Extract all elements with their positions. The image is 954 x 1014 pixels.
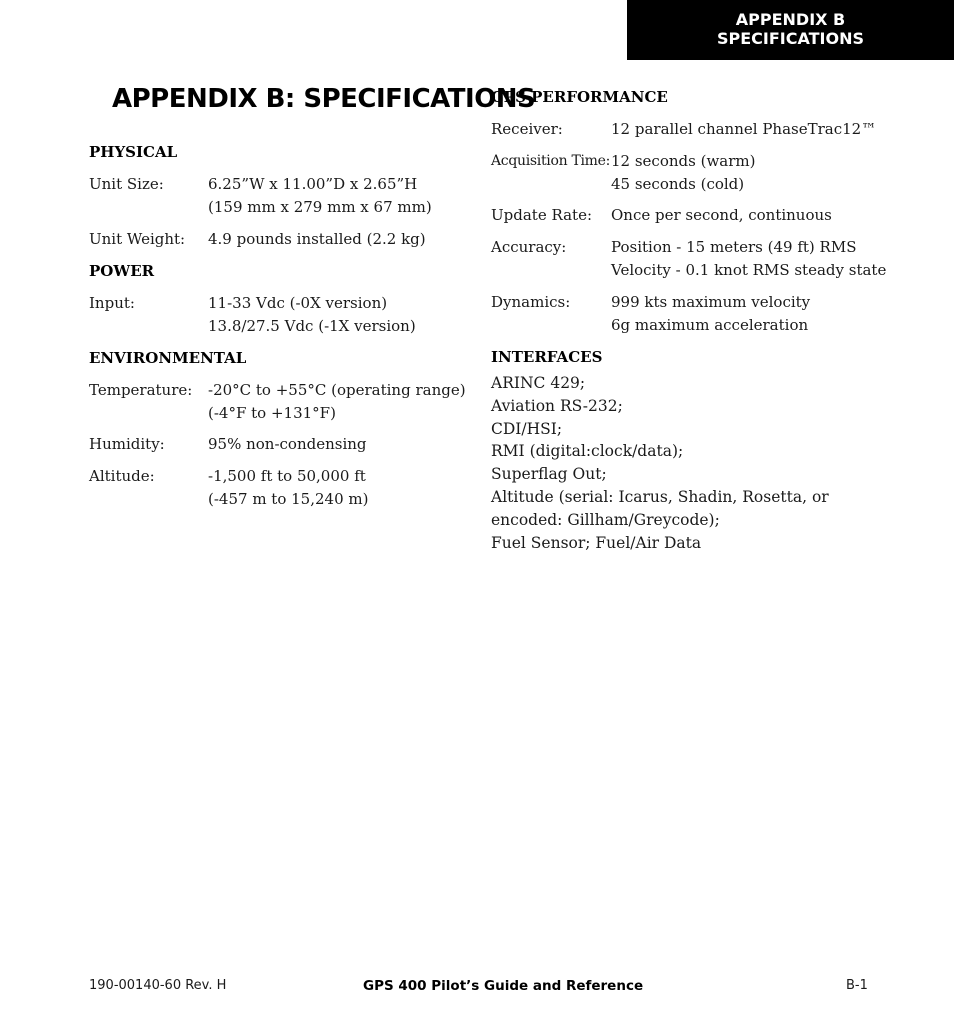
input-label: Input: (89, 294, 135, 312)
power-heading: POWER (89, 262, 155, 280)
unit-weight-value (208, 228, 426, 251)
interface-item: ARINC 429; (491, 374, 586, 392)
section-tab-line1: APPENDIX B (735, 10, 846, 29)
dynamics-line1: 999 kts maximum velocity (611, 293, 811, 311)
footer-doc-title: GPS 400 Pilot’s Guide and Reference (363, 978, 644, 994)
accuracy-label: Accuracy: (491, 238, 567, 256)
interface-item: Aviation RS-232; (491, 396, 623, 415)
receiver-value (611, 118, 876, 141)
unit-size-value (208, 173, 432, 219)
dynamics-line2: 6g maximum acceleration (611, 316, 809, 334)
update-rate-line1: Once per second, continuous (611, 206, 832, 224)
accuracy-line2: Velocity - 0.1 knot RMS steady state (611, 261, 887, 279)
dynamics-value (611, 291, 810, 337)
humidity-value (208, 433, 367, 456)
input-value (208, 292, 416, 338)
page-title: APPENDIX B: SPECIFICATIONS (112, 84, 536, 114)
interface-item: Altitude (serial: Icarus, Shadin, Rosetta, or (491, 487, 829, 506)
acquisition-time-line2: 45 seconds (cold) (611, 175, 745, 193)
environmental-heading: ENVIRONMENTAL (89, 349, 247, 367)
acquisition-time-label: Acquisition Time: (491, 153, 611, 169)
altitude-line2: (-457 m to 15,240 m) (208, 490, 369, 508)
interfaces-heading: INTERFACES (491, 348, 603, 366)
acquisition-time-value (611, 150, 755, 196)
altitude-line1: -1,500 ft to 50,000 ft (208, 467, 366, 485)
accuracy-line1: Position - 15 meters (49 ft) RMS (611, 238, 857, 256)
receiver-label: Receiver: (491, 120, 563, 138)
interface-item: CDI/HSI; (491, 419, 563, 438)
unit-size-line2: (159 mm x 279 mm x 67 mm) (208, 198, 432, 216)
interface-item: Superflag Out; (491, 465, 607, 484)
gps-performance-heading: GPS PERFORMANCE (491, 88, 668, 106)
section-tab (627, 0, 954, 60)
interfaces-list (491, 372, 829, 554)
temperature-line2: (-4°F to +131°F) (208, 404, 336, 422)
unit-weight-label: Unit Weight: (89, 230, 186, 248)
footer-page-number: B-1 (846, 978, 868, 993)
section-tab-line2: SPECIFICATIONS (716, 29, 865, 48)
interface-item: RMI (digital:clock/data); (491, 442, 684, 461)
temperature-label: Temperature: (89, 381, 193, 399)
receiver-line1: 12 parallel channel PhaseTrac12™ (611, 120, 877, 138)
input-line2: 13.8/27.5 Vdc (-1X version) (208, 317, 416, 335)
temperature-line1: -20°C to +55°C (operating range) (208, 381, 466, 399)
dynamics-label: Dynamics: (491, 293, 571, 311)
physical-heading: PHYSICAL (89, 143, 178, 161)
humidity-line1: 95% non-condensing (208, 435, 367, 453)
unit-weight-line1: 4.9 pounds installed (2.2 kg) (208, 230, 426, 248)
humidity-label: Humidity: (89, 435, 165, 453)
footer-doc-number: 190-00140-60 Rev. H (89, 978, 227, 993)
input-line1: 11-33 Vdc (-0X version) (208, 294, 388, 312)
update-rate-value (611, 204, 832, 227)
acquisition-time-line1: 12 seconds (warm) (611, 152, 756, 170)
unit-size-line1: 6.25”W x 11.00”D x 2.65”H (208, 175, 418, 193)
update-rate-label: Update Rate: (491, 206, 593, 224)
temperature-value (208, 379, 466, 425)
interface-item: Fuel Sensor; Fuel/Air Data (491, 533, 702, 552)
altitude-label: Altitude: (89, 467, 155, 485)
altitude-value (208, 465, 368, 511)
interface-item: encoded: Gillham/Greycode); (491, 510, 720, 529)
accuracy-value (611, 236, 886, 282)
unit-size-label: Unit Size: (89, 175, 164, 193)
